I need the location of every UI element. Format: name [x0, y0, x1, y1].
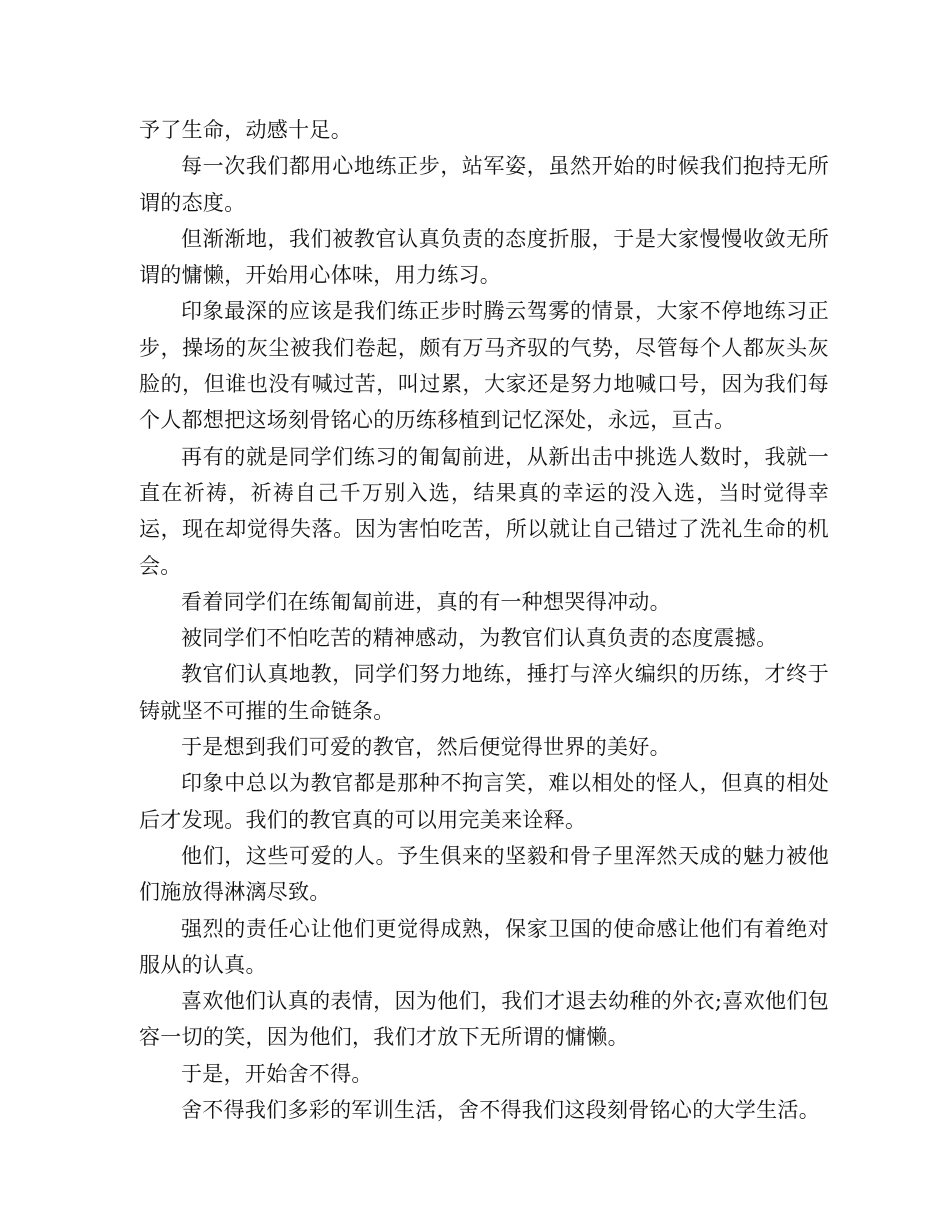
- paragraph-12: 强烈的责任心让他们更觉得成熟，保家卫国的使命感让他们有着绝对服从的认真。: [139, 916, 829, 977]
- paragraph-9: 于是想到我们可爱的教官，然后便觉得世界的美好。: [181, 735, 671, 760]
- paragraph-5: 再有的就是同学们练习的匍匐前进，从新出击中挑选人数时，我就一直在祈祷，祈祷自己千万别入选，结果真的幸运的没入选，当时觉得幸运，现在却觉得失落。因为害怕吃苦，所以就让自己错过了洗礼生命的机会。: [139, 444, 829, 578]
- paragraph-4: 印象最深的应该是我们练正步时腾云驾雾的情景，大家不停地练习正步，操场的灰尘被我们卷起，颇有万马齐驭的气势，尽管每个人都灰头灰脸的，但谁也没有喊过苦，叫过累，大家还是努力地喊口号，因为我们每个人都想把这场刻骨铭心的历练移植到记忆深处，永远，亘古。: [139, 299, 829, 433]
- paragraph-11: 他们，这些可爱的人。予生俱来的坚毅和骨子里浑然天成的魅力被他们施放得淋漓尽致。: [139, 843, 829, 905]
- paragraph-2: 每一次我们都用心地练正步，站军姿，虽然开始的时候我们抱持无所谓的态度。: [139, 154, 829, 215]
- paragraph-1: 予了生命，动感十足。: [139, 118, 352, 142]
- paragraph-7: 被同学们不怕吃苦的精神感动，为教官们认真负责的态度震撼。: [181, 626, 778, 651]
- paragraph-13: 喜欢他们认真的表情，因为他们，我们才退去幼稚的外衣;喜欢他们包容一切的笑，因为他们，我们才放下无所谓的慵懒。: [139, 989, 829, 1050]
- document-body: [139, 112, 829, 1128]
- paragraph-3: 但渐渐地，我们被教官认真负责的态度折服，于是大家慢慢收敛无所谓的慵懒，开始用心体味，用力练习。: [139, 226, 829, 288]
- paragraph-8: 教官们认真地教，同学们努力地练，捶打与淬火编织的历练，才终于铸就坚不可摧的生命链条。: [139, 662, 829, 723]
- paragraph-6: 看着同学们在练匍匐前进，真的有一种想哭得冲动。: [181, 589, 671, 614]
- paragraph-15: 舍不得我们多彩的军训生活，舍不得我们这段刻骨铭心的大学生活。: [181, 1098, 820, 1123]
- paragraph-14: 于是，开始舍不得。: [181, 1061, 373, 1086]
- paragraph-10: 印象中总以为教官都是那种不拘言笑，难以相处的怪人，但真的相处后才发现。我们的教官真的可以用完美来诠释。: [139, 771, 829, 832]
